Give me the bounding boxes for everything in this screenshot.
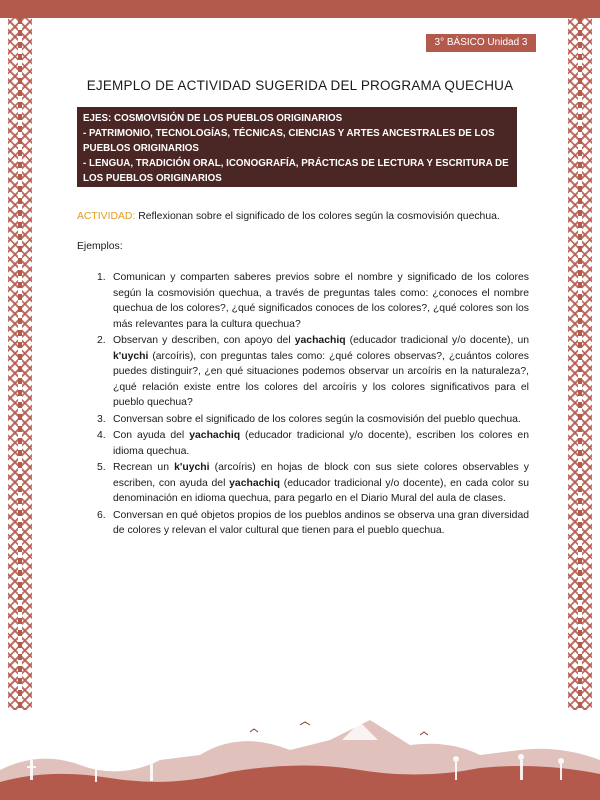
left-pattern-border bbox=[8, 18, 32, 724]
ejemplos-label: Ejemplos: bbox=[77, 241, 123, 252]
text-run: Con ayuda del bbox=[113, 430, 190, 441]
list-item-number: 5. bbox=[97, 462, 106, 473]
list-item-number: 3. bbox=[97, 413, 106, 425]
unit-badge: 3° BÁSICO Unidad 3 bbox=[426, 34, 536, 52]
right-pattern-border bbox=[568, 18, 592, 724]
ejes-box bbox=[77, 107, 517, 187]
bold-term: yachachiq bbox=[229, 477, 280, 489]
text-run: Comunican y comparten saberes previos sobre el nombre y significado de los colores según la cosmovisión quechua, a través de preguntas tales como: ¿conoces el nombre quechua de los colores?, ¿qué significados conoces de los colores?, ¿qué colores son los más relevantes para la cultura quechua? bbox=[113, 272, 529, 330]
top-decorative-bar bbox=[0, 0, 600, 18]
text-run: (arcoíris) en hojas de block con sus siete colores observables y escriben, con ayuda del bbox=[113, 462, 529, 489]
actividad-label: ACTIVIDAD: bbox=[77, 211, 136, 222]
list-item-number: 6. bbox=[97, 509, 106, 521]
actividad-text: Reflexionan sobre el significado de los colores según la cosmovisión quechua. bbox=[135, 211, 500, 222]
activity-list bbox=[77, 270, 529, 540]
list-item bbox=[77, 270, 529, 332]
list-item-number: 1. bbox=[97, 272, 106, 283]
bold-term: k'uychi bbox=[174, 462, 210, 473]
actividad-line bbox=[77, 211, 527, 222]
text-run: (educador tradicional y/o docente), en cada color su denominación en idioma quechua, para pegarlo en el Diario Mural del aula de clases. bbox=[113, 477, 530, 504]
list-item-number: 2. bbox=[97, 335, 106, 346]
list-item-number: 4. bbox=[97, 430, 106, 441]
eje-line: - LENGUA, TRADICIÓN ORAL, ICONOGRAFÍA, PRÁCTICAS DE LECTURA Y ESCRITURA DE LOS PUEBLOS ORIGINARIOS bbox=[83, 158, 509, 184]
page-title: EJEMPLO DE ACTIVIDAD SUGERIDA DEL PROGRAMA QUECHUA bbox=[86, 78, 514, 93]
list-item-text bbox=[113, 333, 529, 411]
footer-landscape-illustration bbox=[0, 710, 600, 800]
bold-term: k'uychi bbox=[113, 350, 149, 362]
list-item-text bbox=[113, 460, 529, 507]
list-item bbox=[77, 333, 529, 411]
eje-line: - PATRIMONIO, TECNOLOGÍAS, TÉCNICAS, CIENCIAS Y ARTES ANCESTRALES DE LOS PUEBLOS ORIGINARIOS bbox=[83, 128, 495, 154]
list-item bbox=[77, 428, 529, 459]
text-run: (educador tradicional y/o docente), un bbox=[345, 335, 529, 346]
text-run: Conversan sobre el significado de los colores según la cosmovisión del pueblo quechua. bbox=[113, 413, 521, 425]
list-item-text bbox=[113, 508, 529, 539]
list-item-text bbox=[113, 270, 529, 332]
list-item-text bbox=[113, 412, 529, 428]
text-run: Recrean un bbox=[113, 462, 175, 473]
text-run: (educador tradicional y/o docente), escriben los colores en idioma quechua. bbox=[113, 430, 529, 457]
text-run: Observan y describen, con apoyo del bbox=[113, 335, 295, 346]
list-item bbox=[77, 508, 529, 539]
list-item bbox=[77, 460, 529, 507]
list-item bbox=[77, 412, 529, 428]
bold-term: yachachiq bbox=[189, 430, 241, 441]
eje-line: EJES: COSMOVISIÓN DE LOS PUEBLOS ORIGINARIOS bbox=[83, 113, 343, 124]
list-item-text bbox=[113, 428, 529, 459]
bold-term: yachachiq bbox=[294, 335, 346, 346]
text-run: Conversan en qué objetos propios de los pueblos andinos se observa una gran diversidad de colores y relevan el valor cultural que tienen para el pueblo quechua. bbox=[113, 509, 529, 536]
text-run: (arcoíris), con preguntas tales como: ¿qué colores observas?, ¿cuántos colores puedes distinguir?, ¿en qué situaciones podemos observar un arcoíris en la naturaleza?, ¿qué relación existe entre los colores del arcoíris y los colores significativos para el pueblo quechua? bbox=[113, 350, 529, 408]
